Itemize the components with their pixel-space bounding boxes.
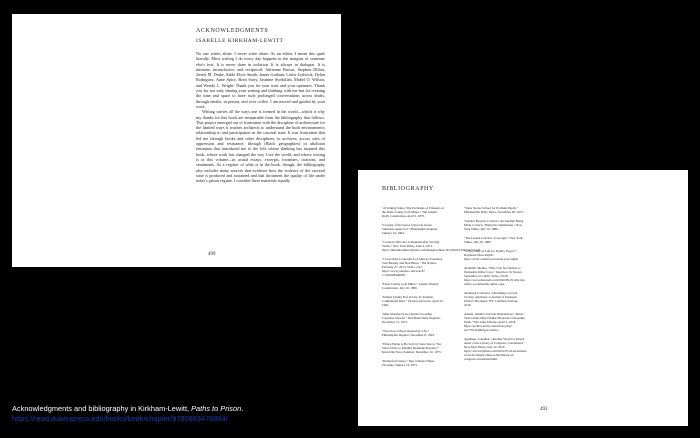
bibliography-heading: BIBLIOGRAPHY — [382, 186, 434, 192]
bibliography-entry: Abdullah, Melina. "Why I Do Not Refuse to Permeable Killer Cops." Interview by Nerual, September 25, 2020. Video, 23:28. https://www.maxwell.com/2020/09/25/why-the-refuse-to-permeable-killer-cops. — [464, 266, 526, 286]
bibliography-entry: "Corrections Corporation of America Founders Tom Beasley and Don Hutto." The Nation, February 27, 2013. Video, 2:47. https://www.youtube.com/watch?v=5hSmHdxRbIE. — [382, 257, 443, 277]
bibliography-entry: "Inmate Typing Prof in City To Transfer Confidential Data." Victoria Advocate, April 22, 1981. — [382, 295, 444, 307]
author-name: ISABELLE KIRKHAM-LEWITT — [196, 38, 284, 44]
bibliography-entry: Agudiuze, Jonathan. "Another Word for 'Illegal Alien' at the Library of Congress: Contraband." New York Times, July 22, 2016. https://www.nytimes.com/2016/07/22/us/another-word-for-illegal-alien-at-the-library-of-congress-contraband.html. — [464, 337, 528, 361]
bibliography-entry: "Dade County Coal Mines." Atlanta Weekly Constitution, July 20, 1880. — [382, 282, 439, 290]
page-number: 499 — [208, 252, 216, 257]
bibliography-entry: "Sales Stocks School for Problem Pupils." Philadelphia Daily News, November 28, 1973. — [464, 206, 524, 214]
bibliography-entry: Adams, Jennifer and Van Dobbelsteen. "Inside Tech-Giants Help Further Moderate Censorship Work." Salt Lake Tribune, April 2, 2018. https://archive.sltrib.com/article.php?id=7701452&itype=cmsid. — [464, 312, 525, 332]
acknowledgments-page — [12, 14, 341, 267]
bibliography-entry: "Rutherford States." New Orleans Times-Picayune, January 10, 1871. — [382, 359, 435, 367]
page-number: 493 — [540, 407, 548, 412]
acknowledgments-heading: ACKNOWLEDGMENTS — [196, 28, 269, 34]
bibliography-column — [382, 206, 481, 372]
bibliography-column — [464, 206, 526, 372]
acknowledgments-paragraph: No one writes alone. I never write alone. As an editor, I mean this quite literally. Most writing I do every day happens in the margins of someone else's text. It is never done in isolation. It is always in dialogue. It is intimate, inconclusive, and reciprocal. Adrienne Brown, Stephen Dillon, Jarrett M. Drake, Sable Elyse Smith, James Graham, Leslie Lodwick, Dylan Rodríguez, Anne Spice, Brett Story, Jasmine Syedullah, Mabel O. Wilson, and Wendy L. Wright: Thank you for your trust and your openness. Thank you for not only sharing your writing and thinking with me but for creating the time and space to have such prolonged conversations across drafts, through emails, in person, and over coffee. I am moved and guided by your work. — [196, 51, 325, 109]
bibliography-entry: "A New Way of Life for Poultry Project." Raymond Nose Rights. https://ecofl.com/incarceration-your-rights. — [464, 249, 519, 261]
bibliography-entry: "Men Sickened Save Operate Scouring Carpenter Stewart." Red Bank Daily Register, December 31, 1975. — [382, 312, 441, 324]
bibliography-entry: "Convicts Who Are to Demand after Serving Terms." New York Times, June 4, 1913. https://timesmachine.nytimes.com/timesmachine/1913/06/04/104701773.pdf. — [382, 240, 481, 252]
acknowledgments-paragraph: Writing carries all the ways one is formed in the world—which is why my thanks for this book are inseparable from the bibliography that follows. This project emerged out of frustration with the discipline of architecture for the limited ways it teaches architects to understand the built environment's relationship to and participation in the carceral state. It was frustration that led me through books and other disciplines; to archives; across sites of oppression and resistance; through (Black geographies) to abolition feminism that introduced me to the folx whose thinking has inspired this book, whose work has changed the way I see the world, and whose writing is in this volume—in actual essays, excerpts, footnotes, citations, and sentiments. As a register of what is in the book, though, the bibliography also includes many sources that evidence how the violence of the carceral state is produced and sustained and that document the quality of life under today's prison regime. I consider these materials equally — [196, 109, 325, 184]
bibliography-entry: "The Leased Convicts of Georgia." New York Times, July 29, 1880. — [464, 236, 523, 244]
bibliography-entry: "Senator Brown's Convicts: An Attempt Being Made to Starve Them into Submission." New York Times, July 10, 1886. — [464, 219, 524, 231]
caption-text: Acknowledgments and bibliography in Kirkham-Lewitt, — [12, 404, 192, 413]
bibliography-entry: Abolition Collective. Abolishing Carceral Society. Abolition: A Journal of Insurgent Politics. Brooklyn, NY: Common Notions, 2018. — [464, 291, 519, 307]
bibliography-page — [358, 170, 688, 426]
bibliography-entry: "New Koss School Opened by City." Philadelphia Inquirer, December 8, 1993. — [382, 329, 435, 337]
bibliography-columns — [382, 206, 678, 372]
bibliography-entry: "Closing of the Sonoa School in Green Valindess Approved." Philadelphia Inquirer, January 24, 1994. — [382, 223, 439, 235]
caption-period: . — [241, 404, 244, 413]
caption-source-link[interactable]: https://read.dukeupress.edu/books/book/chapter/9780983476864/ — [12, 414, 228, 423]
figure-caption — [12, 404, 342, 424]
bibliography-entry: "Prince Home to Be Sold by State Sale to 'Tax Sierra Drive to Rebuild Mountain Property.'" Knoxville News Sentinel, December 10, 1975. — [382, 342, 442, 354]
caption-book-title: Paths to Prison — [191, 404, 242, 413]
bibliography-entry: "A Striking Satire: The Exchange of Prisoners at the Dade County Coal Mines." The Atlanta Daily Constitution, April 9, 1875. — [382, 206, 444, 218]
